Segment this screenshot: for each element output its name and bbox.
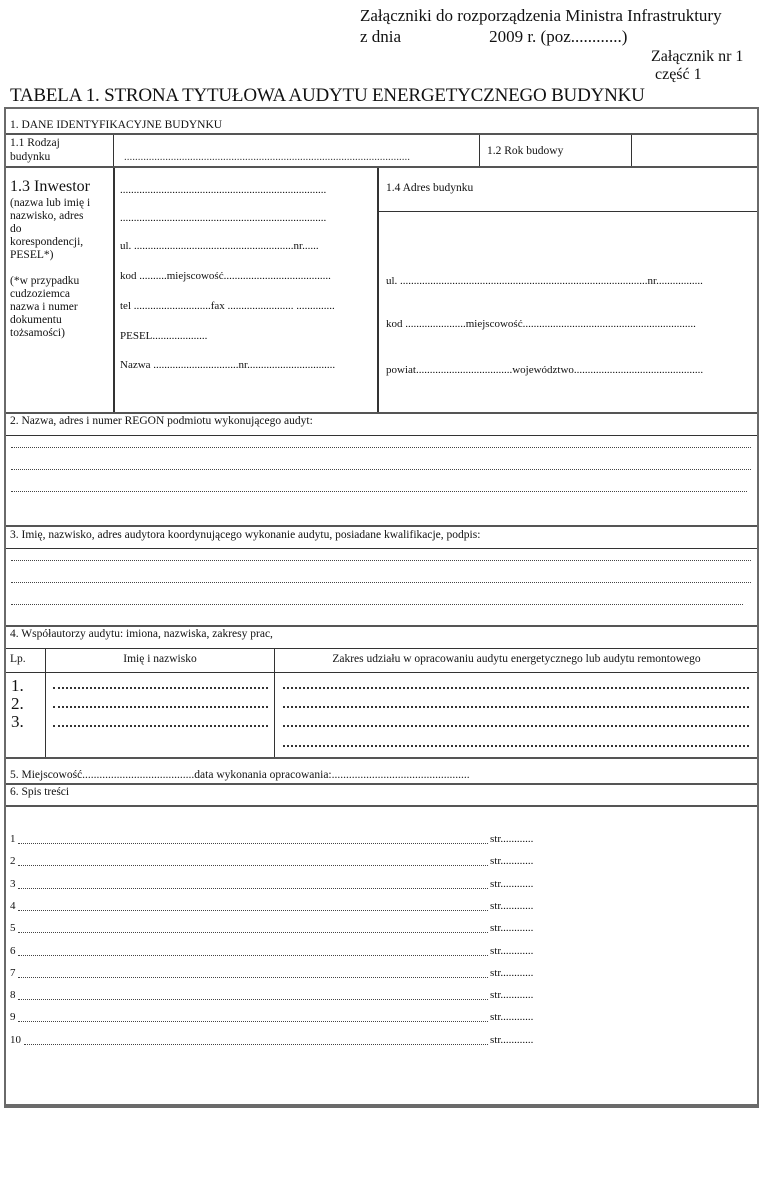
investor-note: nazwa i numer (10, 301, 78, 313)
divider (479, 135, 480, 166)
investor-note: (*w przypadku (10, 275, 80, 287)
building-type-label-2: budynku (10, 151, 51, 163)
investor-desc: (nazwa lub imię i (10, 197, 91, 209)
section6-heading: 6. Spis treści (10, 786, 70, 798)
divider (6, 648, 757, 649)
investor-street[interactable]: ul. ..........................................................nr...... (120, 240, 319, 252)
coordinator-line-2[interactable] (11, 582, 751, 583)
toc-item[interactable] (10, 967, 550, 981)
section3-heading: 3. Imię, nazwisko, adres audytora koordynującego wykonanie audytu, posiadane kwalifikacje, podpis: (10, 529, 481, 541)
divider (631, 135, 632, 166)
coordinator-line-1[interactable] (11, 560, 751, 561)
year-built-input[interactable] (636, 145, 751, 159)
divider (113, 168, 115, 412)
section1-heading: 1. DANE IDENTYFIKACYJNE BUDYNKU (10, 119, 223, 131)
investor-desc: nazwisko, adres (10, 210, 84, 222)
annex-number: Załącznik nr 1 (651, 48, 744, 65)
toc-item[interactable] (10, 1011, 550, 1025)
building-address-label: 1.4 Adres budynku (386, 182, 474, 194)
auditor-entity-line-2[interactable] (11, 469, 751, 470)
divider (6, 525, 757, 527)
toc-item-title-field[interactable] (18, 932, 488, 933)
col-lp: Lp. (10, 653, 26, 665)
coauthor-scope-3[interactable] (283, 725, 749, 727)
investor-desc: do (10, 223, 22, 235)
coauthor-scope-2[interactable] (283, 706, 749, 708)
date-suffix: 2009 r. (poz............) (489, 27, 628, 46)
divider (6, 548, 757, 549)
toc-item[interactable] (10, 922, 550, 936)
divider (6, 672, 757, 673)
toc-item-title-field[interactable] (18, 955, 488, 956)
toc-item-page[interactable]: str............ (490, 899, 534, 912)
form-table (4, 107, 759, 1108)
toc-item-number: 5 (10, 922, 16, 935)
year-built-label: 1.2 Rok budowy (487, 145, 564, 157)
toc-item-number: 10 (10, 1033, 21, 1046)
toc-item-page[interactable]: str............ (490, 1033, 534, 1046)
divider (45, 649, 46, 757)
toc-item-page[interactable]: str............ (490, 944, 534, 957)
investor-phone-fax[interactable]: tel ............................fax ........................ .............. (120, 300, 335, 312)
toc-item-title-field[interactable] (18, 999, 488, 1000)
place-date-line[interactable]: 5. Miejscowość.......................................data wykonania opracowania:................................................ (10, 769, 470, 781)
coauthor-name-1[interactable] (53, 687, 268, 689)
investor-note: tożsamości) (10, 327, 65, 339)
toc-item-title-field[interactable] (18, 843, 488, 844)
divider (6, 412, 757, 414)
divider (6, 166, 757, 168)
regulation-date (360, 27, 627, 47)
coauthor-lp: 3. (11, 712, 24, 731)
toc-item-page[interactable]: str............ (490, 922, 534, 935)
divider (6, 783, 757, 785)
building-street[interactable]: ul. ..........................................................................................nr................. (386, 275, 703, 287)
toc-item[interactable] (10, 1034, 550, 1048)
investor-desc: PESEL*) (10, 249, 54, 261)
toc-item-number: 8 (10, 989, 16, 1002)
toc-item-title-field[interactable] (24, 1044, 488, 1045)
section4-heading: 4. Współautorzy audytu: imiona, nazwiska, zakresy prac, (10, 628, 273, 640)
toc-item-number: 6 (10, 944, 16, 957)
investor-desc: korespondencji, (10, 236, 84, 248)
divider (6, 133, 757, 135)
toc-item-page[interactable]: str............ (490, 855, 534, 868)
investor-label: 1.3 Inwestor (10, 178, 90, 195)
auditor-entity-line-1[interactable] (11, 447, 751, 448)
toc-item[interactable] (10, 833, 550, 847)
investor-note: dokumentu (10, 314, 62, 326)
building-county-voivodeship[interactable]: powiat...................................województwo............................................... (386, 364, 704, 376)
col-scope: Zakres udziału w opracowaniu audytu energetycznego lub audytu remontowego (332, 653, 701, 665)
coordinator-line-3[interactable] (11, 604, 743, 605)
toc-item-page[interactable]: str............ (490, 877, 534, 890)
coauthor-lp: 2. (11, 694, 24, 713)
toc-item[interactable] (10, 900, 550, 914)
investor-pesel[interactable]: PESEL.................... (120, 330, 208, 342)
auditor-entity-line-3[interactable] (11, 491, 747, 492)
page-title: TABELA 1. STRONA TYTUŁOWA AUDYTU ENERGETYCZNEGO BUDYNKU (10, 85, 645, 106)
col-name: Imię i nazwisko (123, 653, 197, 665)
coauthor-lp: 1. (11, 676, 24, 695)
toc-item-page[interactable]: str............ (490, 1011, 534, 1024)
investor-note: cudzoziemca (10, 288, 71, 300)
divider (6, 805, 757, 807)
toc-item-page[interactable]: str............ (490, 989, 534, 1002)
investor-line[interactable]: ........................................................................... (120, 212, 327, 224)
regulation-header: Załączniki do rozporządzenia Ministra Infrastruktury (360, 6, 722, 25)
date-prefix: z dnia (360, 27, 402, 46)
toc-item-title-field[interactable] (18, 910, 488, 911)
toc-item-page[interactable]: str............ (490, 833, 534, 845)
investor-name-number[interactable]: Nazwa ...............................nr................................ (120, 359, 336, 371)
toc-item[interactable] (10, 855, 550, 869)
toc-item[interactable] (10, 945, 550, 959)
investor-line[interactable]: ........................................................................... (120, 184, 327, 196)
divider (377, 168, 379, 412)
toc-item-title-field[interactable] (18, 888, 488, 889)
coauthor-scope-4[interactable] (283, 745, 749, 747)
toc-item-number: 2 (10, 855, 16, 868)
toc-item-number: 7 (10, 966, 16, 979)
toc-item[interactable] (10, 989, 550, 1003)
toc-item-number: 3 (10, 877, 16, 890)
divider (6, 625, 757, 627)
annex-part: część 1 (655, 66, 702, 83)
divider (6, 435, 757, 436)
divider (274, 649, 275, 757)
section2-heading: 2. Nazwa, adres i numer REGON podmiotu wykonującego audyt: (10, 415, 313, 427)
toc-item-title-field[interactable] (18, 1021, 488, 1022)
coauthor-name-3[interactable] (53, 725, 268, 727)
divider (379, 211, 757, 212)
building-postcode-city[interactable]: kod ......................miejscowość............................................................... (386, 318, 696, 330)
toc-item-number: 1 (10, 833, 16, 845)
toc-item-number: 4 (10, 899, 16, 912)
divider (6, 757, 757, 759)
toc-item[interactable] (10, 878, 550, 892)
toc-item-title-field[interactable] (18, 865, 488, 866)
divider (113, 135, 114, 166)
investor-postcode-city[interactable]: kod ..........miejscowość....................................... (120, 270, 331, 282)
coauthor-scope-1[interactable] (283, 687, 749, 689)
building-type-label: 1.1 Rodzaj (10, 137, 60, 149)
toc-item-number: 9 (10, 1011, 16, 1024)
coauthor-name-2[interactable] (53, 706, 268, 708)
toc-item-page[interactable]: str............ (490, 966, 534, 979)
building-type-input[interactable]: ........................................................................................................ (124, 151, 410, 163)
toc-item-title-field[interactable] (18, 977, 488, 978)
